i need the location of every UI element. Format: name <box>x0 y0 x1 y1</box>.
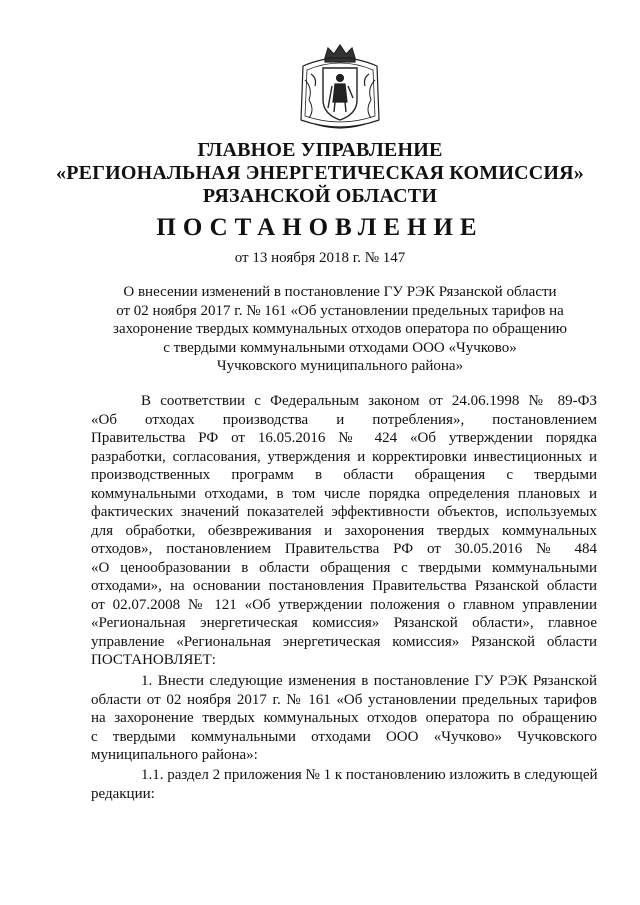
org-name-line3: РЯЗАНСКОЙ ОБЛАСТИ <box>202 185 438 207</box>
paragraph-line: отходов», постановлением Правительства РФ от 30.05.2016 № 484 <box>91 541 597 557</box>
paragraph-line: редакции: <box>91 785 155 802</box>
paragraph-line: 1.1. раздел 2 приложения № 1 к постановлению изложить в следующей <box>141 767 598 783</box>
paragraph-line: «Региональная энергетическая комиссия» Рязанской области», главное <box>91 615 597 631</box>
paragraph-line: Правительства РФ от 16.05.2016 № 424 «Об утверждении порядка <box>91 430 597 446</box>
subject-line: Чучковского муниципального района» <box>216 358 464 374</box>
paragraph-line: «Об отходах производства и потребления», постановлением <box>91 411 597 428</box>
paragraph-line: от 02.07.2008 № 121 «Об утверждении положения о главном управлении <box>91 596 597 613</box>
document-date-number: от 13 ноября 2018 г. № 147 <box>234 250 406 266</box>
paragraph-line: коммунальными отходами, в том числе порядка определения плановых и <box>91 485 597 502</box>
paragraph-line: фактических значений показателей эффективности объектов, используемых <box>91 504 597 520</box>
paragraph-line: муниципального района»: <box>91 747 258 763</box>
document-type-title: ПОСТАНОВЛЕНИЕ <box>156 214 484 241</box>
paragraph-line: для обработки, обезвреживания и захоронения твердых коммунальных <box>91 522 597 539</box>
preamble-paragraph <box>91 392 597 670</box>
subject-line: с твердыми коммунальными отходами ООО «Чучково» <box>163 339 517 356</box>
document-subject <box>100 283 580 376</box>
item-1-1-paragraph <box>91 766 597 803</box>
paragraph-line: В соответствии с Федеральным законом от 24.06.1998 № 89-ФЗ <box>141 393 597 409</box>
paragraph-line: 1. Внести следующие изменения в постановление ГУ РЭК Рязанской <box>141 673 597 689</box>
org-name-line2: «РЕГИОНАЛЬНАЯ ЭНЕРГЕТИЧЕСКАЯ КОМИССИЯ» <box>56 162 584 184</box>
subject-line: О внесении изменений в постановление ГУ РЭК Рязанской области <box>123 284 557 300</box>
subject-line: захоронение твердых коммунальных отходов оператора по обращению <box>113 321 567 337</box>
paragraph-line: производственных программ в области обращения с твердыми <box>91 467 597 483</box>
paragraph-line: «О ценообразовании в области обращения с твердыми коммунальными <box>91 559 597 576</box>
subject-line: от 02 ноября 2017 г. № 161 «Об установлении предельных тарифов на <box>116 302 564 319</box>
paragraph-line: области от 02 ноября 2017 г. № 161 «Об установлении предельных тарифов <box>91 691 597 708</box>
coat-of-arms-icon <box>295 40 385 135</box>
paragraph-line: управление «Региональная энергетическая комиссия» Рязанской области <box>91 633 597 650</box>
item-1-paragraph <box>91 672 597 765</box>
paragraph-line: разработки, согласования, утверждения и корректировки инвестиционных и <box>91 448 597 465</box>
org-name-line1: ГЛАВНОЕ УПРАВЛЕНИЕ <box>197 139 443 161</box>
paragraph-line: на захоронение твердых коммунальных отходов оператора по обращению <box>91 710 597 726</box>
resolution-word: ПОСТАНОВЛЯЕТ: <box>91 652 216 668</box>
paragraph-line: отходами», на основании постановления Правительства Рязанской области <box>91 578 597 594</box>
paragraph-line: с твердыми коммунальными отходами ООО «Чучково» Чучковского <box>91 728 597 745</box>
